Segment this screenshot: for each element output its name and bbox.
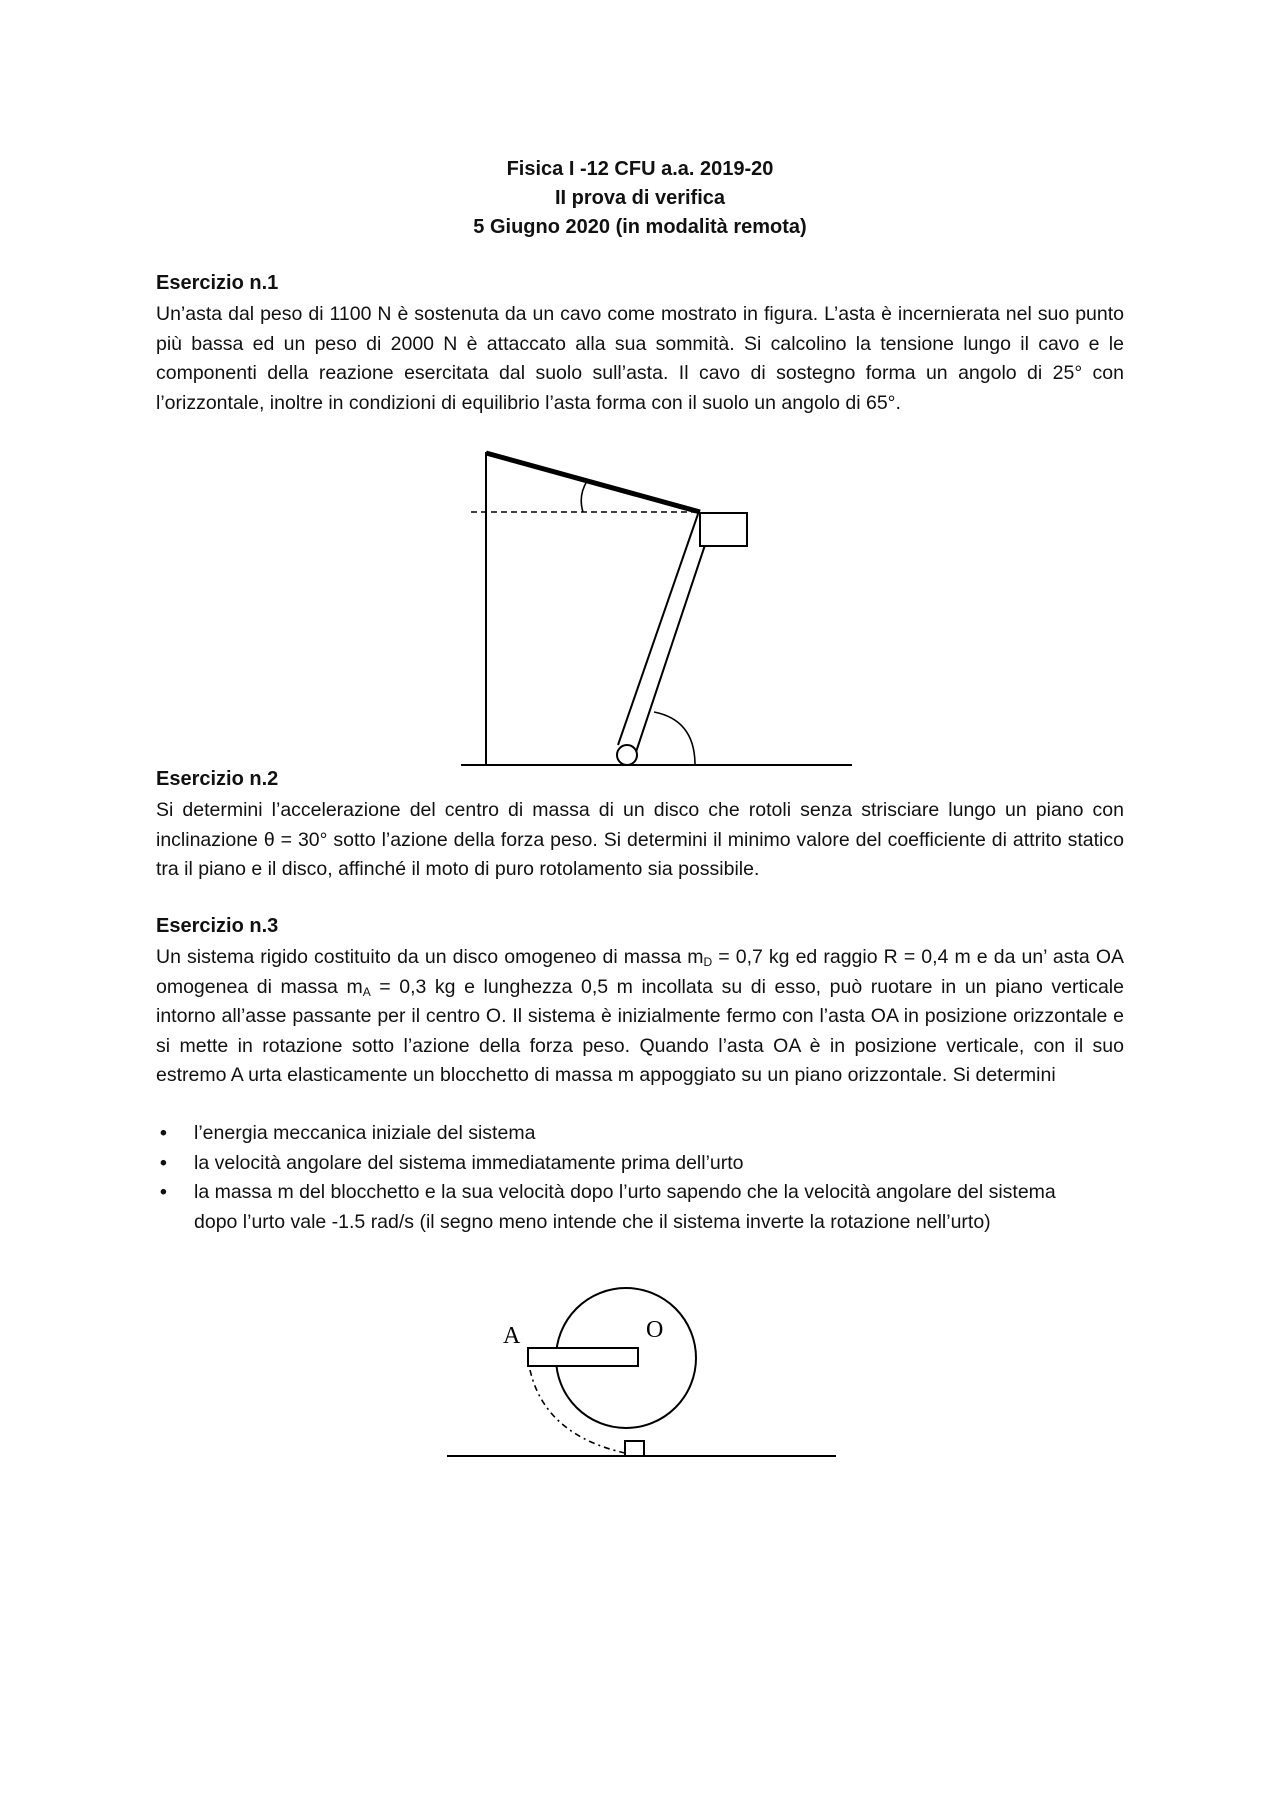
exercise-2-text: Si determini l’accelerazione del centro di massa di un disco che rotoli senza strisciare lungo un piano con inclinazione θ = 30° sotto l’azione della forza peso. Si determini il minimo valore del coefficiente di attrito statico tra il piano e il disco, affinché il moto di puro rotolamento sia possibile. [156, 799, 1124, 880]
exercise-3-text-part2: = 0,7 kg ed raggio R = 0,4 m e da un’ asta OA omogenea di massa m [156, 946, 1124, 998]
exercise-1-text: Un’asta dal peso di 1100 N è sostenuta da un cavo come mostrato in figura. L’asta è incernierata nel suo punto più bassa ed un peso di 2000 N è attaccato alla sua sommità. Si calcolino la tensione lungo il cavo e le componenti della reazione esercitata dal suolo sull’asta. Il cavo di sostegno forma un angolo di 25° con l’orizzontale, inoltre in condizioni di equilibrio l’asta forma con il suolo un angolo di 65°. [156, 303, 1124, 414]
bullet-text: la massa m del blocchetto e la sua velocità dopo l’urto sapendo che la velocità angolare del sistema dopo l’urto vale -1.5 rad/s (il segno meno intende che il sistema inverte la rotazione nell’urto) [194, 1181, 1056, 1233]
subscript-d: D [703, 955, 713, 969]
bullet-text: la velocità angolare del sistema immediatamente prima dell’urto [194, 1151, 744, 1174]
exercise-3-text-part3: = 0,3 kg e lunghezza 0,5 m incollata su di esso, può ruotare in un piano verticale intorno all’asse passante per il centro O. Il sistema è inizialmente fermo con l’asta OA in posizione orizzontale e si mette in rotazione sotto l’azione della forza peso. Quando l’asta OA è in posizione verticale, con il suo estremo A urta elasticamente un blocchetto di massa m appoggiato su un piano orizzontale. Si determini [156, 975, 1124, 1086]
bullet-icon: • [160, 1181, 167, 1203]
subscript-a: A [362, 984, 371, 999]
bullet-text: l’energia meccanica iniziale del sistema [194, 1122, 536, 1144]
label-o: O [646, 1317, 664, 1343]
exam-date: 5 Giugno 2020 (in modalità remota) [473, 216, 807, 238]
exam-title: II prova di verifica [554, 187, 726, 209]
exercise-3-text-part1: Un sistema rigido costituito da un disco omogeneo di massa m [156, 946, 704, 968]
bullet-icon: • [160, 1122, 167, 1144]
exercise-3-title: Esercizio n.3 [156, 915, 279, 937]
exercise-1-title: Esercizio n.1 [156, 272, 279, 294]
exercise-2-title: Esercizio n.2 [156, 768, 279, 790]
label-a: A [503, 1323, 521, 1349]
bullet-icon: • [160, 1151, 167, 1174]
course-title: Fisica I -12 CFU a.a. 2019-20 [506, 158, 774, 180]
